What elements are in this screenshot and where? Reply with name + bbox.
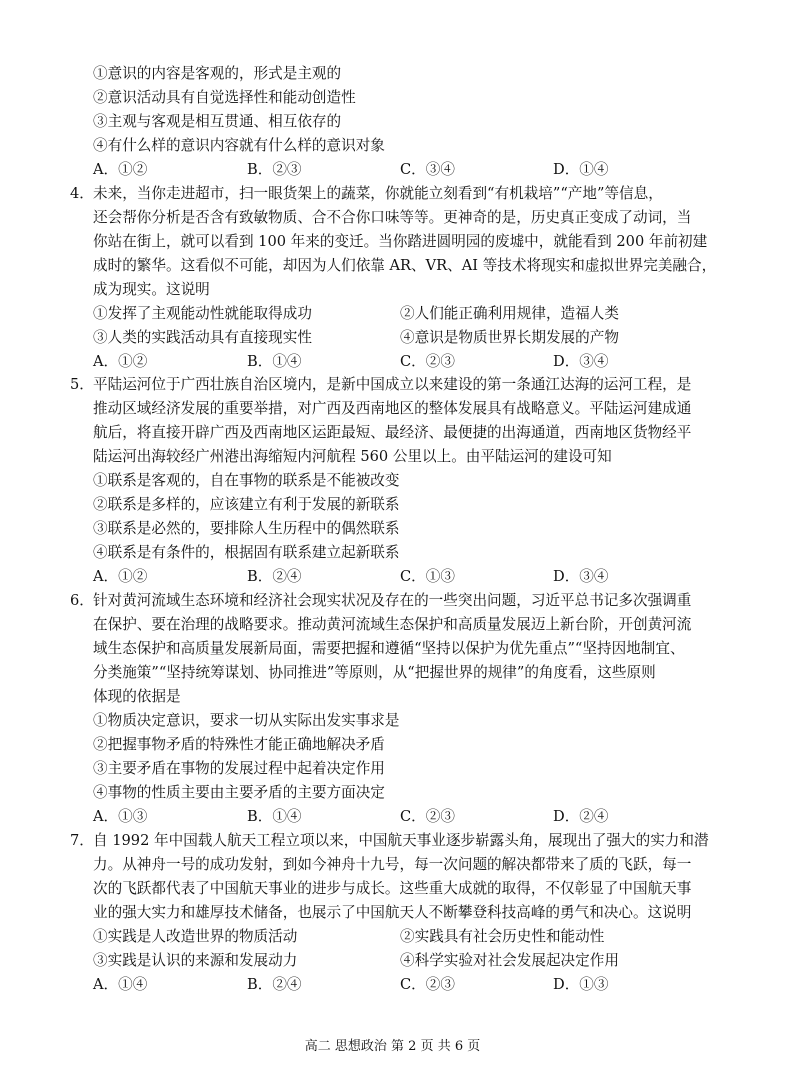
q5-stem-line: 陆运河出海较经广州港出海缩短内河航程 560 公里以上。由平陆运河的建设可知 bbox=[93, 448, 612, 465]
q4-stem-line: 未来，当你走进超市，扫一眼货架上的蔬菜，你就能立刻看到“有机栽培”“产地”等信息， bbox=[93, 185, 663, 202]
q6-stem-line: 体现的依据是 bbox=[93, 688, 181, 705]
q5-option-1: ①联系是客观的，自在事物的联系是不能被改变 bbox=[93, 472, 400, 489]
q7-choice-b: B．②④ bbox=[247, 976, 302, 993]
q6-choice-c: C．②③ bbox=[400, 808, 455, 825]
q5-number: 5． bbox=[70, 376, 94, 393]
q5-choice-d: D．③④ bbox=[553, 568, 609, 585]
q6-choice-b: B．①④ bbox=[247, 808, 302, 825]
q4-choice-d: D．③④ bbox=[553, 353, 609, 370]
q5-option-3: ③联系是必然的，要排除人生历程中的偶然联系 bbox=[93, 520, 400, 537]
q4-option-4: ④意识是物质世界长期发展的产物 bbox=[400, 329, 619, 346]
q4-stem-line: 成时的繁华。这看似不可能，却因为人们依靠 AR、VR、AI 等技术将现实和虚拟世界完美融合， bbox=[93, 257, 717, 274]
q7-option-3: ③实践是认识的来源和发展动力 bbox=[93, 952, 298, 969]
q3-choice-c: C．③④ bbox=[400, 161, 455, 178]
q6-stem-line: 域生态保护和高质量发展新局面，需要把握和遵循“坚持以保护为优先重点”“坚持因地制宜、 bbox=[93, 640, 685, 657]
q3-choice-a: A．①② bbox=[93, 161, 148, 178]
q5-choice-c: C．①③ bbox=[400, 568, 455, 585]
q4-option-3: ③人类的实践活动具有直接现实性 bbox=[93, 329, 312, 346]
q4-option-2: ②人们能正确利用规律，造福人类 bbox=[400, 305, 619, 322]
q4-option-1: ①发挥了主观能动性就能取得成功 bbox=[93, 305, 312, 322]
q7-choice-c: C．②③ bbox=[400, 976, 455, 993]
q5-stem-line: 推动区域经济发展的重要举措，对广西及西南地区的整体发展具有战略意义。平陆运河建成通 bbox=[93, 400, 692, 417]
q6-choice-a: A．①③ bbox=[93, 808, 148, 825]
page-footer: 高二 思想政治 第 2 页 共 6 页 bbox=[304, 1039, 481, 1054]
q3-option-1: ①意识的内容是客观的，形式是主观的 bbox=[93, 65, 342, 82]
q6-option-3: ③主要矛盾在事物的发展过程中起着决定作用 bbox=[93, 760, 385, 777]
q7-number: 7． bbox=[70, 832, 94, 849]
q6-stem-line: 针对黄河流域生态环境和经济社会现实状况及存在的一些突出问题，习近平总书记多次强调重 bbox=[93, 592, 692, 609]
q6-stem-line: 在保护、要在治理的战略要求。推动黄河流域生态保护和高质量发展迈上新台阶，开创黄河流 bbox=[93, 616, 692, 633]
q7-option-4: ④科学实验对社会发展起决定作用 bbox=[400, 952, 619, 969]
q4-stem-line: 你站在街上，就可以看到 100 年来的变迁。当你踏进圆明园的废墟中，就能看到 200 年前初建 bbox=[93, 233, 708, 250]
q5-choice-a: A．①② bbox=[93, 568, 148, 585]
q7-choice-d: D．①③ bbox=[553, 976, 609, 993]
q5-option-2: ②联系是多样的，应该建立有利于发展的新联系 bbox=[93, 496, 400, 513]
q3-option-3: ③主观与客观是相互贯通、相互依存的 bbox=[93, 113, 342, 130]
q4-choice-b: B．①④ bbox=[247, 353, 302, 370]
q3-option-4: ④有什么样的意识内容就有什么样的意识对象 bbox=[93, 137, 385, 154]
q7-stem-line: 自 1992 年中国载人航天工程立项以来，中国航天事业逐步崭露头角，展现出了强大的实力和潜 bbox=[93, 832, 709, 849]
q4-choice-c: C．②③ bbox=[400, 353, 455, 370]
q5-option-4: ④联系是有条件的，根据固有联系建立起新联系 bbox=[93, 544, 400, 561]
q7-option-1: ①实践是人改造世界的物质活动 bbox=[93, 928, 298, 945]
q5-stem-line: 平陆运河位于广西壮族自治区境内，是新中国成立以来建设的第一条通江达海的运河工程，是 bbox=[93, 376, 692, 393]
q3-option-2: ②意识活动具有自觉选择性和能动创造性 bbox=[93, 89, 356, 106]
q4-stem-line: 成为现实。这说明 bbox=[93, 281, 210, 298]
q5-choice-b: B．②④ bbox=[247, 568, 302, 585]
q6-option-4: ④事物的性质主要由主要矛盾的主要方面决定 bbox=[93, 784, 385, 801]
q7-stem-line: 力。从神舟一号的成功发射，到如今神舟十九号，每一次问题的解决都带来了质的飞跃，每一 bbox=[93, 856, 692, 873]
q3-choice-d: D．①④ bbox=[553, 161, 609, 178]
q6-option-1: ①物质决定意识，要求一切从实际出发实事求是 bbox=[93, 712, 400, 729]
q7-choice-a: A．①④ bbox=[93, 976, 148, 993]
q4-number: 4． bbox=[70, 185, 94, 202]
q7-stem-line: 业的强大实力和雄厚技术储备，也展示了中国航天人不断攀登科技高峰的勇气和决心。这说明 bbox=[93, 904, 692, 921]
q7-stem-line: 次的飞跃都代表了中国航天事业的进步与成长。这些重大成就的取得，不仅彰显了中国航天事 bbox=[93, 880, 692, 897]
q3-choice-b: B．②③ bbox=[247, 161, 302, 178]
q6-option-2: ②把握事物矛盾的特殊性才能正确地解决矛盾 bbox=[93, 736, 385, 753]
q5-stem-line: 航后，将直接开辟广西及西南地区运距最短、最经济、最便捷的出海通道，西南地区货物经平 bbox=[93, 424, 692, 441]
q6-number: 6． bbox=[70, 592, 94, 609]
q6-choice-d: D．②④ bbox=[553, 808, 609, 825]
q7-option-2: ②实践具有社会历史性和能动性 bbox=[400, 928, 605, 945]
q4-stem-line: 还会帮你分析是否含有致敏物质、合不合你口味等等。更神奇的是，历史真正变成了动词，当 bbox=[93, 209, 692, 226]
q6-stem-line: 分类施策”“坚持统筹谋划、协同推进”等原则，从“把握世界的规律”的角度看，这些原则 bbox=[93, 664, 656, 681]
q4-choice-a: A．①② bbox=[93, 353, 148, 370]
